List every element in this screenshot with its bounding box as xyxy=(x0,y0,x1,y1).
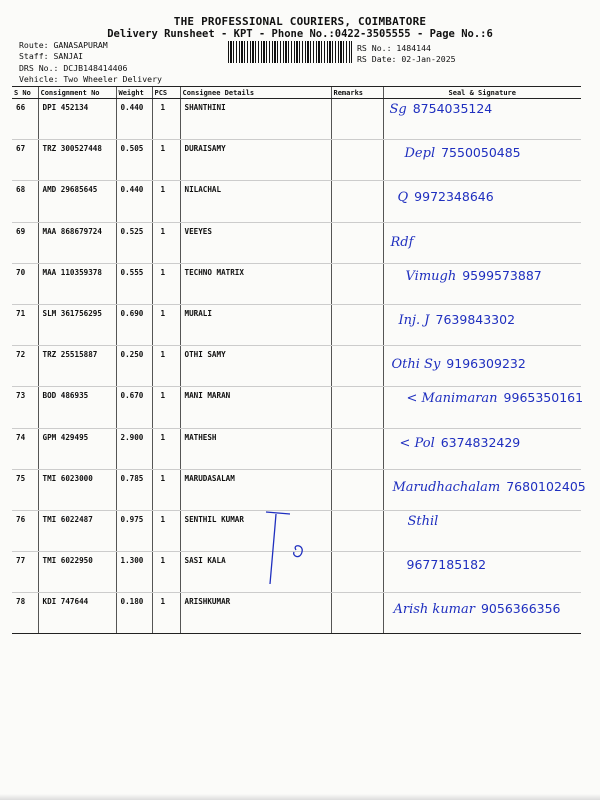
consignee-cell: SHANTHINI xyxy=(180,99,331,140)
consignment-cell: TMI 6023000 xyxy=(38,469,116,510)
table-row xyxy=(12,346,581,387)
signature-name: Marudhachalam xyxy=(392,479,501,495)
consignee-cell: TECHNO MATRIX xyxy=(180,263,331,304)
consignment-cell: TRZ 25515887 xyxy=(38,346,116,387)
consignment-cell: DPI 452134 xyxy=(38,99,116,140)
sno-cell: 75 xyxy=(12,469,38,510)
company-title: THE PROFESSIONAL COURIERS, COIMBATORE xyxy=(173,15,427,28)
remarks-cell xyxy=(331,304,383,345)
remarks-cell xyxy=(331,510,383,551)
consignment-cell: TMI 6022487 xyxy=(38,510,116,551)
col-remarks: Remarks xyxy=(331,87,383,99)
handwritten-signature xyxy=(394,601,561,617)
table-row xyxy=(12,469,581,510)
consignment-cell: KDI 747644 xyxy=(38,593,116,634)
pen-stroke-mark xyxy=(262,508,322,588)
consignment-cell: AMD 29685645 xyxy=(38,181,116,222)
runsheet-header xyxy=(0,0,600,90)
pcs-cell: 1 xyxy=(152,469,180,510)
signature-name: < Manimaran xyxy=(406,391,498,407)
pcs-cell: 1 xyxy=(152,181,180,222)
remarks-cell xyxy=(331,140,383,181)
weight-cell: 0.670 xyxy=(116,387,152,428)
consignment-cell: SLM 361756295 xyxy=(38,304,116,345)
consignee-cell: MANI MARAN xyxy=(180,387,331,428)
sno-cell: 69 xyxy=(12,222,38,263)
consignment-cell: TMI 6022950 xyxy=(38,552,116,593)
handwritten-signature xyxy=(408,513,445,529)
consignment-cell: BOD 486935 xyxy=(38,387,116,428)
sno-cell: 72 xyxy=(12,346,38,387)
signature-phone: 9196309232 xyxy=(446,356,526,372)
pcs-cell: 1 xyxy=(152,428,180,469)
sno-cell: 66 xyxy=(12,99,38,140)
signature-phone: 9677185182 xyxy=(406,557,487,573)
signature-cell xyxy=(383,469,586,510)
signature-name: Inj. J xyxy=(398,312,430,328)
col-consignment: Consignment No xyxy=(38,87,116,99)
weight-cell: 0.555 xyxy=(116,263,152,304)
col-pcs: PCS xyxy=(152,87,180,99)
signature-name: Rdf xyxy=(390,234,414,250)
route-staff-block xyxy=(19,40,162,84)
pcs-cell: 1 xyxy=(152,552,180,593)
signature-name: Q xyxy=(397,190,409,206)
remarks-cell xyxy=(331,181,383,222)
signature-name: Arish kumar xyxy=(393,602,475,618)
signature-name: < Pol xyxy=(399,435,435,451)
table-header-row xyxy=(12,87,581,99)
consignment-cell: MAA 110359378 xyxy=(38,263,116,304)
sno-cell: 73 xyxy=(12,387,38,428)
weight-cell: 0.440 xyxy=(116,99,152,140)
col-sno: S No xyxy=(12,87,38,99)
signature-cell xyxy=(383,222,581,263)
handwritten-signature xyxy=(391,234,420,250)
route-label: Route: GANASAPURAM xyxy=(19,40,108,50)
signature-cell xyxy=(383,387,584,428)
signature-name: Depl xyxy=(404,146,436,162)
handwritten-signature xyxy=(407,390,584,406)
col-weight: Weight xyxy=(116,87,152,99)
pcs-cell: 1 xyxy=(152,387,180,428)
signature-phone: 9056366356 xyxy=(480,601,561,617)
consignment-cell: MAA 868679724 xyxy=(38,222,116,263)
remarks-cell xyxy=(331,387,383,428)
consignee-cell: MURALI xyxy=(180,304,331,345)
staff-label: Staff: SANJAI xyxy=(19,50,84,61)
signature-cell xyxy=(383,304,581,345)
consignee-cell: OTHI SAMY xyxy=(180,346,331,387)
scan-edge xyxy=(0,794,600,800)
sno-cell: 70 xyxy=(12,263,38,304)
table-row xyxy=(12,181,581,222)
pcs-cell: 1 xyxy=(152,99,180,140)
remarks-cell xyxy=(331,593,383,634)
weight-cell: 0.505 xyxy=(116,140,152,181)
barcode-image xyxy=(228,41,352,63)
pcs-cell: 1 xyxy=(152,222,180,263)
handwritten-signature xyxy=(405,145,521,161)
sno-cell: 68 xyxy=(12,181,38,222)
pcs-cell: 1 xyxy=(152,510,180,551)
signature-cell xyxy=(383,181,581,222)
table-row xyxy=(12,99,581,140)
signature-cell xyxy=(383,428,581,469)
weight-cell: 0.785 xyxy=(116,469,152,510)
weight-cell: 0.525 xyxy=(116,222,152,263)
table-row xyxy=(12,304,581,345)
handwritten-signature xyxy=(406,268,542,284)
table-row xyxy=(12,428,581,469)
signature-phone: 9965350161 xyxy=(503,390,584,406)
signature-cell xyxy=(383,552,581,593)
consignee-cell: MARUDASALAM xyxy=(180,469,331,510)
pcs-cell: 1 xyxy=(152,346,180,387)
table-row xyxy=(12,593,581,634)
pcs-cell: 1 xyxy=(152,593,180,634)
handwritten-signature xyxy=(401,557,487,573)
signature-name: Vimugh xyxy=(405,268,457,284)
sno-cell: 67 xyxy=(12,140,38,181)
table-row xyxy=(12,222,581,263)
handwritten-signature xyxy=(398,189,494,205)
sno-cell: 74 xyxy=(12,428,38,469)
signature-phone: 9972348646 xyxy=(414,189,494,205)
consignee-cell: VEEYES xyxy=(180,222,331,263)
signature-phone: 7639843302 xyxy=(435,311,516,327)
table-row xyxy=(12,263,581,304)
signature-name: Sg xyxy=(389,102,407,117)
table-row xyxy=(12,387,581,428)
handwritten-signature xyxy=(399,312,516,328)
pcs-cell: 1 xyxy=(152,304,180,345)
signature-cell xyxy=(383,140,581,181)
drs-number: DRS No.: DCJB148414406 xyxy=(19,63,128,73)
handwritten-signature xyxy=(392,356,526,372)
signature-cell xyxy=(383,593,581,634)
sno-cell: 77 xyxy=(12,552,38,593)
rs-block xyxy=(357,43,456,64)
rs-date: RS Date: 02-Jan-2025 xyxy=(357,53,456,64)
weight-cell: 0.690 xyxy=(116,304,152,345)
weight-cell: 0.975 xyxy=(116,510,152,551)
consignment-cell: GPM 429495 xyxy=(38,428,116,469)
rs-number: RS No.: 1484144 xyxy=(357,43,431,53)
remarks-cell xyxy=(331,552,383,593)
signature-name: Othi Sy xyxy=(391,357,441,373)
consignee-cell: SENTHIL KUMAR xyxy=(180,510,331,551)
remarks-cell xyxy=(331,469,383,510)
signature-phone: 7680102405 xyxy=(506,478,586,494)
consignee-cell: SASI KALA xyxy=(180,552,331,593)
table-row xyxy=(12,140,581,181)
signature-cell xyxy=(383,263,581,304)
pcs-cell: 1 xyxy=(152,140,180,181)
signature-cell xyxy=(383,99,581,140)
remarks-cell xyxy=(331,346,383,387)
col-signature: Seal & Signature xyxy=(383,87,581,99)
col-consignee: Consignee Details xyxy=(180,87,331,99)
remarks-cell xyxy=(331,222,383,263)
handwritten-signature xyxy=(400,435,521,451)
weight-cell: 1.300 xyxy=(116,552,152,593)
consignee-cell: MATHESH xyxy=(180,428,331,469)
weight-cell: 0.250 xyxy=(116,346,152,387)
signature-phone: 8754035124 xyxy=(412,101,493,116)
sno-cell: 76 xyxy=(12,510,38,551)
signature-phone: 9599573887 xyxy=(462,267,542,283)
weight-cell: 0.180 xyxy=(116,593,152,634)
weight-cell: 2.900 xyxy=(116,428,152,469)
runsheet-subtitle: Delivery Runsheet - KPT - Phone No.:0422-3505555 - Page No.:6 xyxy=(107,28,493,40)
handwritten-signature xyxy=(393,479,586,495)
consignee-cell: NILACHAL xyxy=(180,181,331,222)
pcs-cell: 1 xyxy=(152,263,180,304)
weight-cell: 0.440 xyxy=(116,181,152,222)
sno-cell: 78 xyxy=(12,593,38,634)
signature-cell xyxy=(383,346,581,387)
signature-phone: 7550050485 xyxy=(441,145,521,161)
consignee-cell: DURAISAMY xyxy=(180,140,331,181)
signature-cell xyxy=(383,510,581,551)
consignment-cell: TRZ 300527448 xyxy=(38,140,116,181)
handwritten-signature xyxy=(390,101,493,117)
remarks-cell xyxy=(331,263,383,304)
vehicle-label: Vehicle: Two Wheeler Delivery xyxy=(19,73,162,84)
remarks-cell xyxy=(331,99,383,140)
remarks-cell xyxy=(331,428,383,469)
sno-cell: 71 xyxy=(12,304,38,345)
signature-phone: 6374832429 xyxy=(440,434,521,450)
consignee-cell: ARISHKUMAR xyxy=(180,593,331,634)
signature-name: Sthil xyxy=(407,513,439,529)
